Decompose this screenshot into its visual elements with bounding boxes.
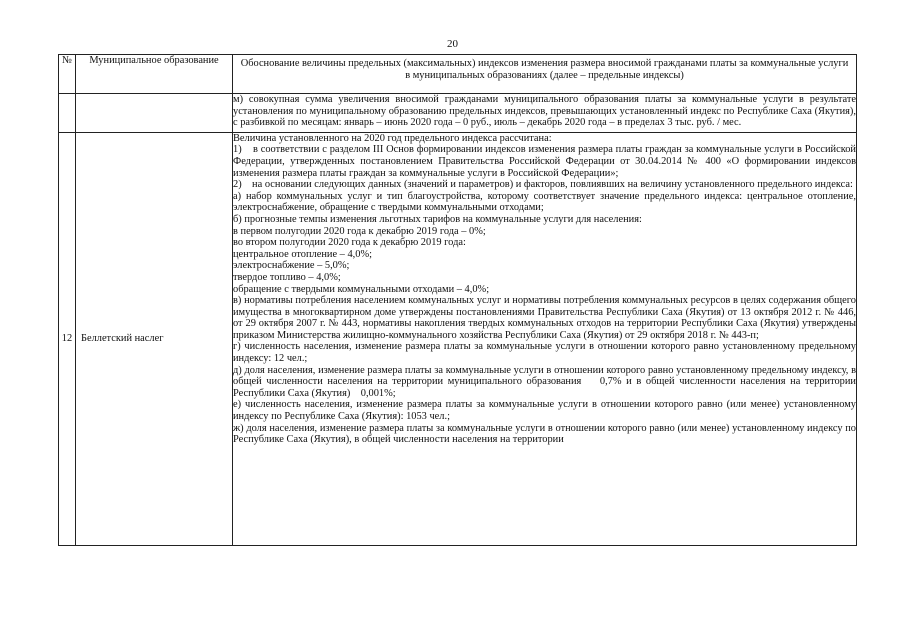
paragraph: ж) доля населения, изменение размера платы за коммунальные услуги в отношении которого равно (или менее) установленному индексу по Республике Саха (Якутия), в общей численности населения на территории <box>233 422 856 446</box>
paragraph: электроснабжение – 5,0%; <box>233 260 350 272</box>
paragraph: в первом полугодии 2020 года к декабрю 2019 года – 0%; <box>233 225 486 237</box>
paragraph: б) прогнозные темпы изменения льготных тарифов на коммунальные услуги для населения: <box>233 213 642 225</box>
continuation-row <box>59 94 857 133</box>
paragraph: д) доля населения, изменение размера платы за коммунальные услуги в отношении которого равно установленному предельному индексу, в общей численности населения на территории муниципального образования 0,7% и в общей численности населения на территории Республики Саха (Якутия) 0,001%; <box>233 364 856 399</box>
header-municipality: Муниципальное образование <box>76 55 233 94</box>
paragraph: центральное отопление – 4,0%; <box>233 248 372 260</box>
paragraph: обращение с твердыми коммунальными отходами – 4,0%; <box>233 283 490 295</box>
paragraph: твердое топливо – 4,0%; <box>233 271 341 283</box>
paragraph: е) численность населения, изменение размера платы за коммунальные услуги в отношении которого равно (или менее) установленному индексу по Республике Саха (Якутия): 1053 чел.; <box>233 399 856 423</box>
paragraph: Величина установленного на 2020 год предельного индекса рассчитана: <box>233 132 552 144</box>
paragraph: в) нормативы потребления населением коммунальных услуг и нормативы потребления коммунальных ресурсов в целях содержания общего имущества в многоквартирном доме утверждены постановлениями Правительства Республики Саха (Якутия) от 13 октября 2012 г. № 446, от 29 октября 2007 г. № 443, нормативы накопления твердых коммунальных отходов на территории Республики Саха (Якутия) утверждены приказом Министерства жилищно-коммунального хозяйства Республики Саха (Якутия) от 29 октября 2018 г. № 443-п; <box>233 295 856 341</box>
table-header-row <box>59 55 857 94</box>
index-justification-table <box>58 54 857 546</box>
header-justification: Обоснование величины предельных (максимальных) индексов изменения размера вносимой гражданами платы за коммунальные услуги в муниципальных образованиях (далее – предельные индексы) <box>233 55 857 94</box>
table-row <box>59 132 857 545</box>
justification-text <box>233 133 856 545</box>
justification-cell <box>233 132 857 545</box>
page-number: 20 <box>447 38 458 50</box>
continuation-text: м) совокупная сумма увеличения вносимой гражданами муниципального образования платы за коммунальные услуги в результате установления по муниципальному образованию предельных индексов, превышающих установленный индекс по Республике Саха (Якутия), с разбивкой по месяцам: январь – июнь 2020 года – 0 руб., июль – декабрь 2020 года – в пределах 3 тыс. руб. / мес. <box>233 94 857 133</box>
paragraph: а) набор коммунальных услуг и тип благоустройства, которому соответствует значение предельного индекса: центральное отопление, электроснабжение, обращение с твердыми коммунальными отходами; <box>233 190 856 214</box>
paragraph: г) численность населения, изменение размера платы за коммунальные услуги в отношении которого равно установленному предельному индексу: 12 чел.; <box>233 341 856 365</box>
paragraph: 2) на основании следующих данных (значений и параметров) и факторов, повлиявших на величину установленного предельного индекса: <box>233 179 853 191</box>
header-num: № <box>59 55 76 94</box>
paragraph: во втором полугодии 2020 года к декабрю 2019 года: <box>233 237 466 249</box>
paragraph: 1) в соответствии с разделом III Основ формировании индексов изменения размера платы граждан за коммунальные услуги в Российской Федерации, утвержденных постановлением Правительства Российской Федерации от 30.04.2014 № 400 «О формировании индексов изменения размера платы граждан за коммунальные услуги в Российской Федерации»; <box>233 144 856 179</box>
row-number: 12 <box>59 132 76 545</box>
municipality-name: Беллетский наслег <box>76 132 233 545</box>
